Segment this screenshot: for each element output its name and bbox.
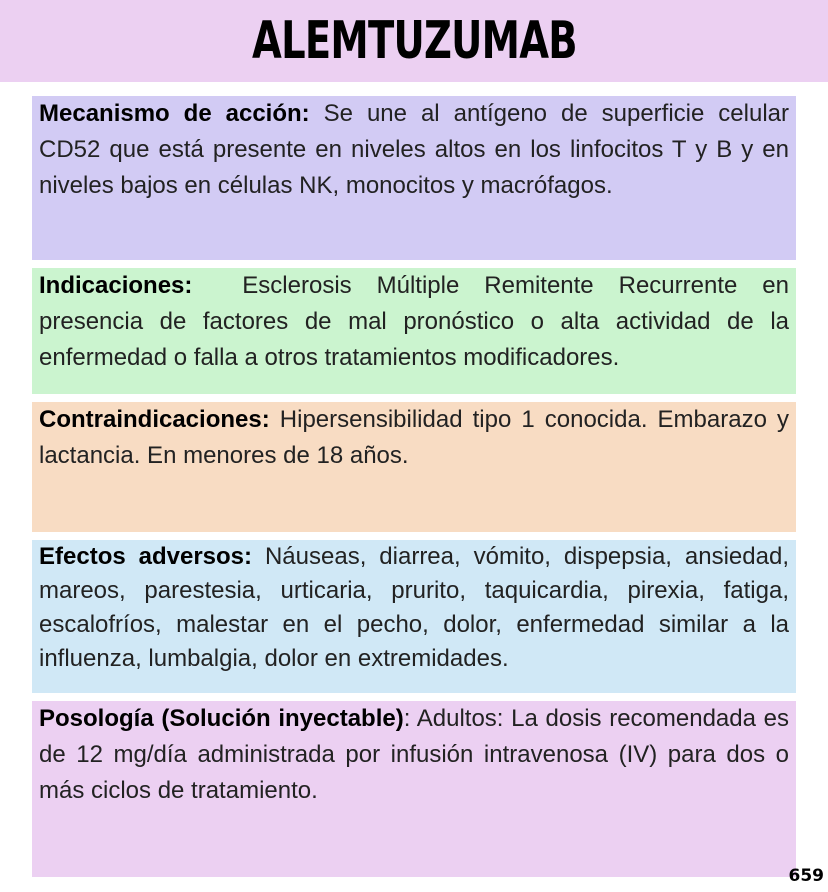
posology-text: : Adultos: La dosis recomendada es de 12 mg/día administrada por infusión intravenosa (IV) para dos o más ciclos de tratamiento. — [39, 705, 789, 804]
mechanism-label: Mecanismo de acción: — [39, 100, 310, 127]
indications-label: Indicaciones: — [39, 272, 193, 299]
page-header — [0, 0, 828, 82]
page-number: 659 — [788, 866, 824, 886]
mechanism-text: Se une al antígeno de superficie celular CD52 que está presente en niveles altos en los linfocitos T y B y en niveles bajos en células NK, monocitos y macrófagos. — [39, 100, 790, 199]
adverse-effects-text: Náuseas, diarrea, vómito, dispepsia, ansiedad, mareos, parestesia, urticaria, prurito, taquicardia, pirexia, fatiga, escalofríos, malestar en el pecho, dolor, enfermedad similar a la influenza, lumbalgia, dolor en extremidades. — [39, 543, 789, 672]
adverse-effects-section — [32, 540, 796, 693]
page-title: ALEMTUZUMAB — [251, 11, 577, 71]
adverse-effects-label: Efectos adversos: — [39, 543, 253, 570]
mechanism-section — [32, 96, 796, 260]
contraindications-section — [32, 402, 796, 532]
indications-text: Esclerosis Múltiple Remitente Recurrente en presencia de factores de mal pronóstico o alta actividad de la enfermedad o falla a otros tratamientos modificadores. — [39, 272, 789, 371]
contraindications-label: Contraindicaciones: — [39, 406, 270, 433]
posology-section — [32, 701, 796, 877]
indications-section — [32, 268, 796, 394]
posology-label: Posología (Solución inyectable) — [39, 705, 404, 732]
contraindications-text: Hipersensibilidad tipo 1 conocida. Embarazo y lactancia. En menores de 18 años. — [39, 406, 789, 469]
